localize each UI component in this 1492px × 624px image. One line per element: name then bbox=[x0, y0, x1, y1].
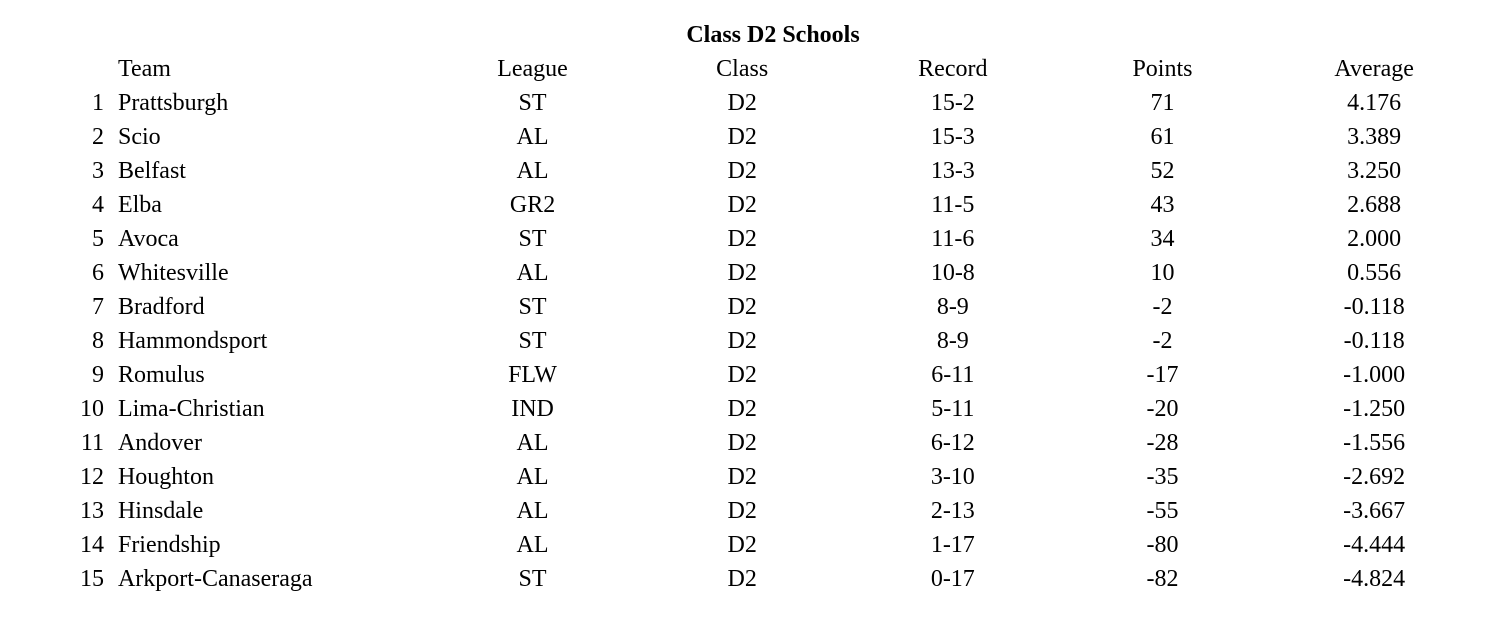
cell-class: D2 bbox=[727, 192, 757, 218]
cell-league: AL bbox=[516, 260, 549, 286]
cell-rank: 6 bbox=[91, 260, 104, 286]
cell-record: 15-3 bbox=[930, 124, 975, 150]
cell-points: 43 bbox=[1150, 192, 1175, 218]
cell-rank: 7 bbox=[91, 294, 104, 320]
table-row bbox=[68, 222, 1492, 256]
cell-rank: 9 bbox=[91, 362, 104, 388]
cell-rank: 15 bbox=[79, 566, 104, 592]
cell-league: ST bbox=[518, 328, 547, 354]
standings-table bbox=[68, 52, 1492, 596]
cell-record: 13-3 bbox=[930, 158, 975, 184]
header-record: Record bbox=[918, 56, 988, 82]
cell-points: -2 bbox=[1152, 328, 1173, 354]
cell-record: 8-9 bbox=[936, 328, 969, 354]
cell-average: -1.250 bbox=[1343, 396, 1406, 422]
cell-average: 2.000 bbox=[1347, 226, 1402, 252]
table-row bbox=[68, 460, 1492, 494]
cell-rank: 4 bbox=[91, 192, 104, 218]
cell-league: ST bbox=[518, 294, 547, 320]
cell-team: Avoca bbox=[117, 226, 179, 252]
cell-rank: 10 bbox=[79, 396, 104, 422]
cell-team: Romulus bbox=[117, 362, 205, 388]
cell-average: -1.000 bbox=[1343, 362, 1406, 388]
cell-class: D2 bbox=[727, 226, 757, 252]
header-class: Class bbox=[716, 56, 769, 82]
cell-league: AL bbox=[516, 532, 549, 558]
cell-average: 3.250 bbox=[1347, 158, 1402, 184]
cell-class: D2 bbox=[727, 294, 757, 320]
cell-points: 10 bbox=[1150, 260, 1175, 286]
cell-average: -0.118 bbox=[1343, 328, 1405, 354]
cell-record: 11-5 bbox=[931, 192, 975, 218]
cell-average: 3.389 bbox=[1347, 124, 1402, 150]
table-row bbox=[68, 188, 1492, 222]
table-row bbox=[68, 154, 1492, 188]
cell-points: 52 bbox=[1150, 158, 1175, 184]
cell-class: D2 bbox=[727, 430, 757, 456]
cell-average: 2.688 bbox=[1347, 192, 1402, 218]
cell-record: 1-17 bbox=[930, 532, 975, 558]
cell-team: Bradford bbox=[117, 294, 205, 320]
cell-class: D2 bbox=[727, 328, 757, 354]
header-row bbox=[68, 52, 1492, 86]
cell-points: 61 bbox=[1150, 124, 1175, 150]
header-rank bbox=[68, 52, 118, 86]
cell-team: Arkport-Canaseraga bbox=[117, 566, 313, 592]
table-row bbox=[68, 120, 1492, 154]
cell-points: -28 bbox=[1146, 430, 1179, 456]
table-row bbox=[68, 562, 1492, 596]
table-row bbox=[68, 528, 1492, 562]
cell-league: GR2 bbox=[509, 192, 556, 218]
cell-team: Elba bbox=[117, 192, 162, 218]
cell-team: Houghton bbox=[117, 464, 214, 490]
cell-rank: 12 bbox=[79, 464, 104, 490]
header-average: Average bbox=[1334, 56, 1414, 82]
cell-record: 11-6 bbox=[931, 226, 975, 252]
table-title: Class D2 Schools bbox=[686, 22, 860, 48]
cell-record: 6-11 bbox=[931, 362, 975, 388]
cell-points: -2 bbox=[1152, 294, 1173, 320]
header-league: League bbox=[497, 56, 568, 82]
cell-average: 0.556 bbox=[1347, 260, 1402, 286]
table-row bbox=[68, 256, 1492, 290]
cell-league: FLW bbox=[508, 362, 557, 388]
cell-class: D2 bbox=[727, 464, 757, 490]
cell-class: D2 bbox=[727, 498, 757, 524]
table-row bbox=[68, 426, 1492, 460]
cell-class: D2 bbox=[727, 260, 757, 286]
header-points: Points bbox=[1132, 56, 1193, 82]
cell-class: D2 bbox=[727, 396, 757, 422]
table-body bbox=[68, 86, 1492, 596]
cell-team: Friendship bbox=[117, 532, 221, 558]
cell-team: Belfast bbox=[117, 158, 186, 184]
cell-team: Hinsdale bbox=[117, 498, 204, 524]
cell-rank: 1 bbox=[91, 90, 104, 116]
header-team: Team bbox=[117, 56, 171, 82]
cell-league: IND bbox=[511, 396, 554, 422]
cell-record: 10-8 bbox=[930, 260, 975, 286]
cell-points: -80 bbox=[1146, 532, 1179, 558]
cell-team: Scio bbox=[117, 124, 161, 150]
cell-points: -55 bbox=[1146, 498, 1179, 524]
cell-team: Whitesville bbox=[117, 260, 229, 286]
cell-rank: 2 bbox=[91, 124, 104, 150]
cell-record: 2-13 bbox=[930, 498, 975, 524]
cell-average: -4.444 bbox=[1343, 532, 1406, 558]
cell-league: AL bbox=[516, 430, 549, 456]
cell-record: 6-12 bbox=[930, 430, 975, 456]
cell-league: AL bbox=[516, 124, 549, 150]
cell-league: ST bbox=[518, 90, 547, 116]
cell-points: -35 bbox=[1146, 464, 1179, 490]
cell-points: -82 bbox=[1146, 566, 1179, 592]
cell-average: -1.556 bbox=[1343, 430, 1406, 456]
cell-points: 71 bbox=[1150, 90, 1175, 116]
cell-league: ST bbox=[518, 226, 547, 252]
cell-rank: 3 bbox=[91, 158, 104, 184]
cell-team: Lima-Christian bbox=[117, 396, 265, 422]
table-row bbox=[68, 290, 1492, 324]
table-row bbox=[68, 392, 1492, 426]
cell-class: D2 bbox=[727, 158, 757, 184]
cell-record: 8-9 bbox=[936, 294, 969, 320]
cell-class: D2 bbox=[727, 532, 757, 558]
cell-team: Prattsburgh bbox=[117, 90, 229, 116]
cell-rank: 8 bbox=[91, 328, 104, 354]
cell-average: -3.667 bbox=[1343, 498, 1406, 524]
table-row bbox=[68, 86, 1492, 120]
cell-league: AL bbox=[516, 498, 549, 524]
table-row bbox=[68, 358, 1492, 392]
cell-team: Hammondsport bbox=[117, 328, 268, 354]
cell-points: 34 bbox=[1150, 226, 1175, 252]
cell-league: AL bbox=[516, 464, 549, 490]
cell-record: 5-11 bbox=[931, 396, 975, 422]
cell-rank: 11 bbox=[80, 430, 104, 456]
cell-class: D2 bbox=[727, 124, 757, 150]
cell-team: Andover bbox=[117, 430, 202, 456]
cell-rank: 14 bbox=[79, 532, 104, 558]
table-row bbox=[68, 494, 1492, 528]
cell-record: 15-2 bbox=[930, 90, 975, 116]
cell-average: 4.176 bbox=[1347, 90, 1402, 116]
table-row bbox=[68, 324, 1492, 358]
cell-class: D2 bbox=[727, 362, 757, 388]
cell-record: 0-17 bbox=[930, 566, 975, 592]
cell-league: AL bbox=[516, 158, 549, 184]
cell-average: -2.692 bbox=[1343, 464, 1406, 490]
cell-league: ST bbox=[518, 566, 547, 592]
cell-rank: 5 bbox=[91, 226, 104, 252]
cell-average: -0.118 bbox=[1343, 294, 1405, 320]
cell-record: 3-10 bbox=[930, 464, 975, 490]
cell-average: -4.824 bbox=[1343, 566, 1406, 592]
cell-points: -17 bbox=[1146, 362, 1179, 388]
cell-class: D2 bbox=[727, 90, 757, 116]
cell-points: -20 bbox=[1146, 396, 1179, 422]
cell-class: D2 bbox=[727, 566, 757, 592]
cell-rank: 13 bbox=[79, 498, 104, 524]
